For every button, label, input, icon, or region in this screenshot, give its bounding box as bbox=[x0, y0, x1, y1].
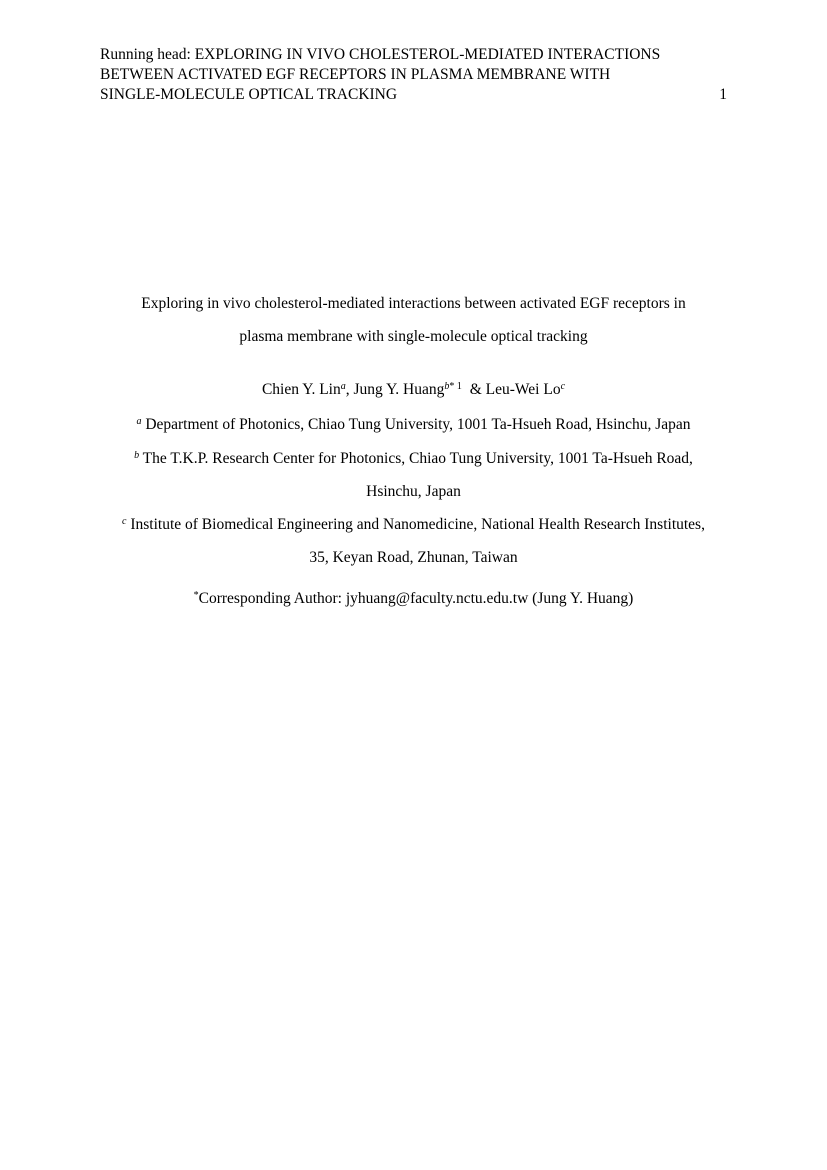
author-list bbox=[100, 377, 727, 403]
author-separator: , bbox=[345, 381, 354, 398]
affiliation-mark: b bbox=[134, 450, 140, 461]
affiliation-c bbox=[100, 508, 727, 574]
author-name: Chien Y. Lin bbox=[261, 381, 341, 398]
affiliation-line bbox=[100, 442, 727, 475]
affiliation-text: Department of Photonics, Chiao Tung University, 1001 Ta-Hsueh Road, Hsinchu, Japan bbox=[145, 416, 691, 433]
author-name: Leu-Wei Lo bbox=[485, 381, 561, 398]
paper-title-line: plasma membrane with single-molecule optical tracking bbox=[239, 328, 588, 345]
paper-title bbox=[100, 287, 727, 353]
affiliation-a bbox=[100, 408, 727, 441]
corresponding-author bbox=[100, 586, 727, 612]
page-number: 1 bbox=[719, 86, 727, 103]
affiliation-mark: a bbox=[136, 416, 142, 427]
running-head bbox=[100, 45, 661, 105]
affiliation-mark: c bbox=[560, 381, 566, 392]
affiliation-line: Hsinchu, Japan bbox=[366, 483, 461, 500]
running-head-line: BETWEEN ACTIVATED EGF RECEPTORS IN PLASMA MEMBRANE WITH bbox=[100, 66, 611, 83]
running-head-line: Running head: EXPLORING IN VIVO CHOLESTEROL-MEDIATED INTERACTIONS bbox=[100, 46, 661, 63]
corresponding-mark: * bbox=[193, 590, 199, 601]
author-separator: & bbox=[465, 381, 486, 398]
affiliation-text: Institute of Biomedical Engineering and Nanomedicine, National Health Research Institutes, bbox=[130, 516, 705, 533]
affiliation-line bbox=[100, 508, 727, 541]
affiliation-text: The T.K.P. Research Center for Photonics, Chiao Tung University, 1001 Ta-Hsueh Road, bbox=[142, 450, 693, 467]
corresponding-author-text: Corresponding Author: jyhuang@faculty.nctu.edu.tw (Jung Y. Huang) bbox=[198, 590, 634, 607]
affiliation-line bbox=[100, 408, 727, 441]
paper-title-line: Exploring in vivo cholesterol-mediated interactions between activated EGF receptors in bbox=[141, 295, 686, 312]
running-head-line: SINGLE-MOLECULE OPTICAL TRACKING bbox=[100, 86, 398, 103]
affiliation-mark: c bbox=[122, 516, 127, 527]
author-name: Jung Y. Huang bbox=[353, 381, 445, 398]
corresponding-mark: * 1 bbox=[449, 381, 462, 392]
affiliation-line: 35, Keyan Road, Zhunan, Taiwan bbox=[309, 549, 518, 566]
affiliation-mark: a bbox=[340, 381, 346, 392]
affiliation-mark: b bbox=[444, 381, 450, 392]
affiliation-b bbox=[100, 442, 727, 508]
